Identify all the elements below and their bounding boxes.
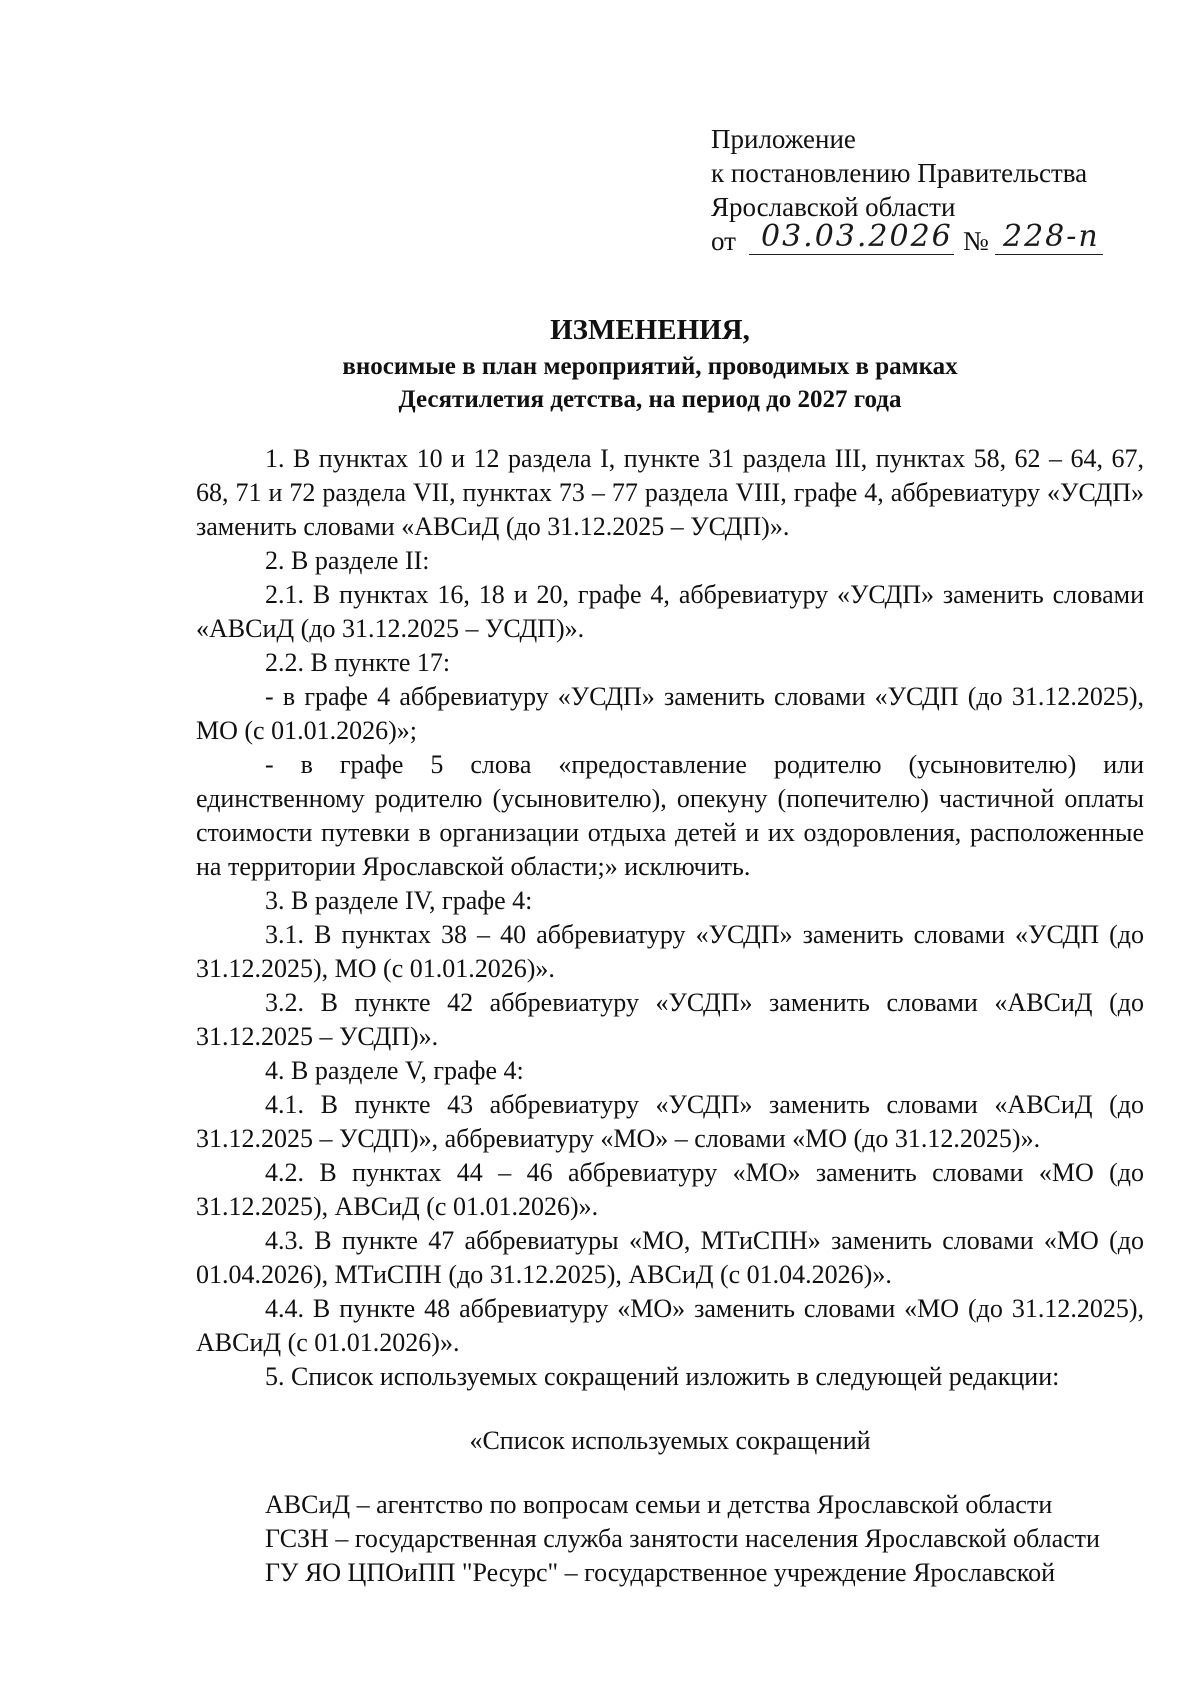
abbreviation-item: ГУ ЯО ЦПОиПП "Ресурс" – государственное учреждение Ярославской xyxy=(265,1558,1056,1587)
appendix-date-row xyxy=(711,219,1131,262)
paragraph-4-3: 4.3. В пункте 47 аббревиатуры «МО, МТиСПН» заменить словами «МО (до 01.04.2026), МТиСПН (до 31.12.2025), АВСиД (с 01.04.2026)». xyxy=(196,1226,1144,1289)
paragraph-2-2-item-a: - в графе 4 аббревиатуру «УСДП» заменить словами «УСДП (до 31.12.2025), МО (с 01.01.2026)»; xyxy=(196,682,1144,745)
document-subtitle-line2: Десятилетия детства, на период до 2027 года xyxy=(398,386,902,413)
paragraph-2: 2. В разделе II: xyxy=(265,546,430,575)
paragraph-4-2: 4.2. В пунктах 44 – 46 аббревиатуру «МО» заменить словами «МО (до 31.12.2025), АВСиД (с 01.01.2026)». xyxy=(196,1158,1144,1221)
abbreviation-item: АВСиД – агентство по вопросам семьи и детства Ярославской области xyxy=(265,1490,1053,1519)
paragraph-3-2: 3.2. В пункте 42 аббревиатуру «УСДП» заменить словами «АВСиД (до 31.12.2025 – УСДП)». xyxy=(196,988,1144,1051)
appendix-header xyxy=(711,122,1131,262)
handwritten-date: 03.03.2026 xyxy=(761,219,953,254)
paragraph-4-1: 4.1. В пункте 43 аббревиатуру «УСДП» заменить словами «АВСиД (до 31.12.2025 – УСДП)», аббревиатуру «МО» – словами «МО (до 31.12.2025)». xyxy=(196,1090,1144,1153)
paragraph-3: 3. В разделе IV, графе 4: xyxy=(265,886,533,915)
handwritten-number: 228-п xyxy=(1003,219,1100,254)
paragraph-2-1: 2.1. В пунктах 16, 18 и 20, графе 4, аббревиатуру «УСДП» заменить словами «АВСиД (до 31.12.2025 – УСДП)». xyxy=(196,580,1144,643)
appendix-region: Ярославской области xyxy=(711,192,956,222)
paragraph-4: 4. В разделе V, графе 4: xyxy=(265,1056,524,1085)
document-subtitle-line1: вносимые в план мероприятий, проводимых в рамках xyxy=(342,353,958,380)
paragraph-4-4: 4.4. В пункте 48 аббревиатуру «МО» заменить словами «МО (до 31.12.2025), АВСиД (с 01.01.2026)». xyxy=(196,1294,1144,1357)
date-prefix: от xyxy=(711,226,736,256)
paragraph-3-1: 3.1. В пунктах 38 – 40 аббревиатуру «УСДП» заменить словами «УСДП (до 31.12.2025), МО (с 01.01.2026)». xyxy=(196,920,1144,983)
appendix-resolution-ref: к постановлению Правительства xyxy=(711,158,1088,188)
number-blank-line xyxy=(995,254,1103,255)
paragraph-1: 1. В пунктах 10 и 12 раздела I, пункте 31 раздела III, пунктах 58, 62 – 64, 67, 68, 71 и 72 раздела VII, пунктах 73 – 77 раздела VIII, графе 4, аббревиатуру «УСДП» заменить словами «АВСиД (до 31.12.2025 – УСДП)». xyxy=(196,444,1144,541)
paragraph-2-2: 2.2. В пункте 17: xyxy=(265,648,451,677)
number-prefix: № xyxy=(963,226,989,256)
paragraph-5: 5. Список используемых сокращений изложить в следующей редакции: xyxy=(265,1362,1060,1391)
document-title-block xyxy=(150,310,1150,416)
appendix-label: Приложение xyxy=(711,124,856,154)
abbreviation-list-heading: «Список используемых сокращений xyxy=(469,1426,871,1455)
document-title: ИЗМЕНЕНИЯ, xyxy=(550,314,750,346)
abbreviation-item: ГСЗН – государственная служба занятости населения Ярославской области xyxy=(265,1524,1100,1553)
document-body xyxy=(196,442,1144,1590)
date-blank-line xyxy=(749,254,954,255)
paragraph-2-2-item-b: - в графе 5 слова «предоставление родителю (усыновителю) или единственному родителю (усыновителю), опекуну (попечителю) частичной оплаты стоимости путевки в организации отдыха детей и их оздоровления, расположенные на территории Ярославской области;» исключить. xyxy=(196,750,1144,881)
